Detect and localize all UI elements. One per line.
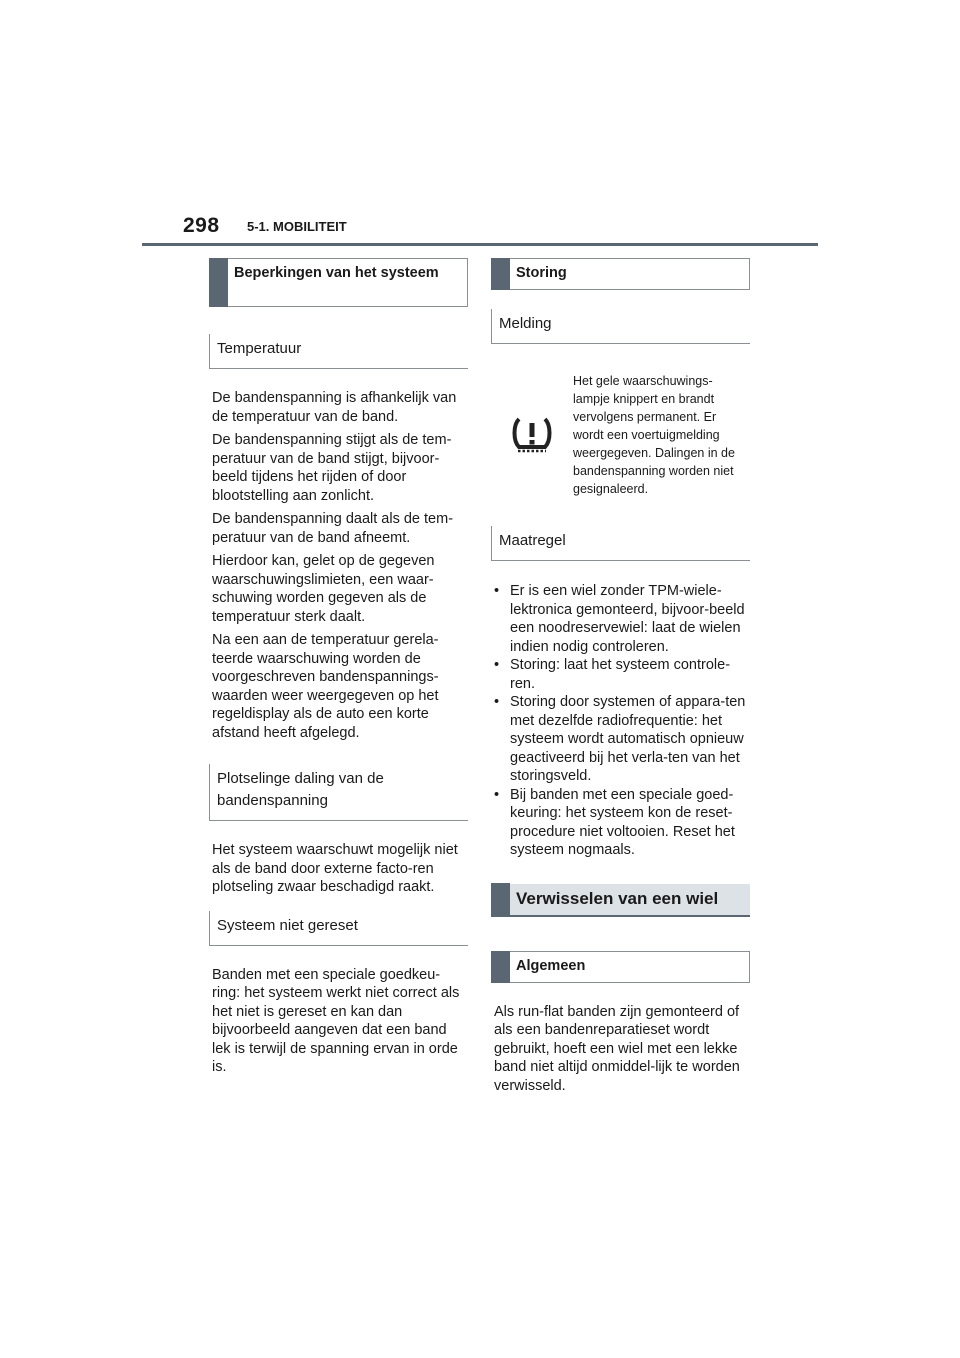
paragraph: De bandenspanning daalt als de tem-peratuur van de band afneemt. bbox=[212, 511, 454, 546]
list-item: • Storing: laat het systeem controle-ren. bbox=[491, 656, 750, 693]
list-item: • Storing door systemen of appara-ten met dezelfde radiofrequentie: het systeem wordt automatisch opnieuw geactiveerd bij het verla-ten van het storingsveld. bbox=[491, 693, 750, 786]
header-rule bbox=[142, 243, 818, 246]
section-general-title: Algemeen bbox=[516, 957, 586, 974]
section-malfunction-title: Storing bbox=[516, 265, 567, 281]
paragraph: Na een aan de temperatuur gerela-teerde waarschuwing worden de voorgeschreven bandenspannings-waarden weer weergegeven op het regeldisplay als de auto een korte afstand heeft afgelegd. bbox=[212, 632, 439, 741]
message-text: Het gele waarschuwings-lampje knippert en brandt vervolgens permanent. Er wordt een voertuigmelding weergegeven. Dalingen in de bandenspanning worden niet gesignaleerd. bbox=[573, 374, 735, 496]
measure-heading: Maatregel bbox=[491, 526, 750, 561]
right-column bbox=[491, 258, 750, 1100]
list-item: • Bij banden met een speciale goed-keuring: het systeem kon de reset-procedure niet voltooien. Reset het systeem nogmaals. bbox=[491, 786, 750, 860]
temperature-text bbox=[209, 389, 468, 742]
left-column bbox=[209, 258, 468, 1082]
section-malfunction bbox=[491, 258, 750, 290]
section-change-wheel-title: Verwisselen van een wiel bbox=[516, 888, 719, 908]
pressure-drop-heading: Plotselinge daling van de bandenspanning bbox=[209, 764, 468, 821]
message-heading: Melding bbox=[491, 309, 750, 344]
temperature-heading: Temperatuur bbox=[209, 334, 468, 369]
paragraph: Hierdoor kan, gelet op de gegeven waarschuwingslimieten, een waar-schuwing worden gegeven als de temperatuur sterk daalt. bbox=[212, 553, 435, 625]
measure-list bbox=[491, 582, 750, 860]
section-change-wheel bbox=[491, 884, 750, 917]
page-number: 298 bbox=[183, 214, 220, 237]
list-item: • Er is een wiel zonder TPM-wiele-lektronica gemonteerd, bijvoor-beeld een noodreservewiel: laat de wielen indien nodig controleren. bbox=[491, 582, 750, 656]
not-reset-heading: Systeem niet gereset bbox=[209, 911, 468, 946]
tire-pressure-warning-icon bbox=[491, 415, 573, 455]
paragraph: De bandenspanning stijgt als de tem-peratuur van de band stijgt, bijvoor-beeld tijdens het rijden of door blootstelling aan zonlicht. bbox=[212, 432, 452, 504]
section-limitations-title: Beperkingen van het systeem bbox=[234, 265, 439, 281]
section-limitations bbox=[209, 258, 468, 307]
section-general bbox=[491, 951, 750, 983]
pressure-drop-text: Het systeem waarschuwt mogelijk niet als de band door externe facto-ren plotseling zwaar beschadigd raakt. bbox=[212, 842, 458, 895]
general-text: Als run-flat banden zijn gemonteerd of als een bandenreparatieset wordt gebruikt, hoeft een wiel met een lekke band niet altijd onmiddel-lijk te worden verwisseld. bbox=[494, 1003, 740, 1094]
paragraph: De bandenspanning is afhankelijk van de temperatuur van de band. bbox=[212, 390, 457, 425]
message-row bbox=[491, 372, 750, 498]
chapter-title: 5-1. MOBILITEIT bbox=[247, 219, 347, 234]
not-reset-text: Banden met een speciale goedkeu-ring: het systeem werkt niet correct als het niet is gereset en kan dan bijvoorbeeld aangeven dat een band lek is terwijl de spanning ervan in orde is. bbox=[212, 966, 460, 1075]
